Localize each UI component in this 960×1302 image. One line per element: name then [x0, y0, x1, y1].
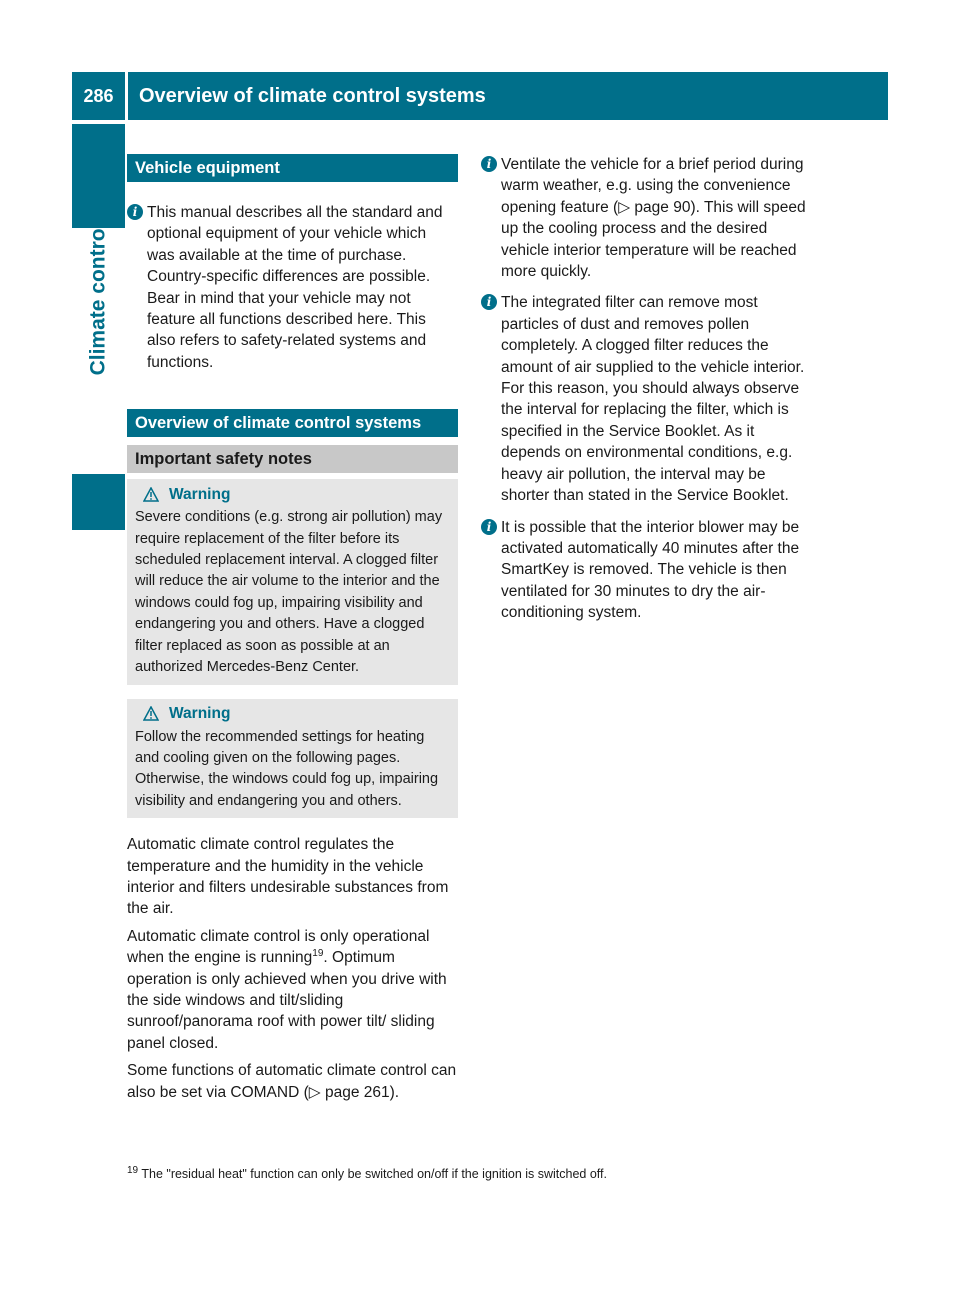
warning-text: Severe conditions (e.g. strong air pollution) may require replacement of the filter before its scheduled replacement interval. A clogged filter will reduce the air volume to the interior and the windows could fog up, impairing visibility and endangering you and others. Have a clogged filter replaced as soon as possible at an authorized Mercedes-Benz Center. [135, 509, 443, 676]
left-column [127, 154, 458, 1109]
warning-title [135, 485, 450, 503]
warning-text: Follow the recommended settings for heating and cooling given on the following pages. Otherwise, the windows could fog up, impairing visibility and endangering you and others. [135, 728, 439, 809]
page-title: Overview of climate control systems [128, 72, 888, 120]
warning-title [135, 705, 450, 723]
sidebar-marker [72, 474, 125, 530]
body-text: . Optimum operation is only achieved when you drive with the side windows and tilt/sliding sunroof/panorama roof with power tilt/ sliding panel closed. [127, 949, 447, 1052]
info-icon: i [127, 204, 143, 220]
info-icon: i [481, 294, 497, 310]
warning-title-text: Warning [169, 704, 231, 722]
body-text: Automatic climate control is only operational when the engine is running [127, 927, 430, 967]
sidebar-chapter-label [72, 124, 125, 474]
body-paragraph [127, 926, 458, 1054]
info-note [127, 202, 458, 373]
footnote-number: 19 [127, 1164, 139, 1176]
page-number: 286 [72, 72, 125, 120]
info-text: It is possible that the interior blower may be activated automatically 40 minutes after the SmartKey is removed. The vehicle is then ventilated for 30 minutes to dry the air-conditioning system. [501, 518, 800, 622]
safety-notes-heading: Important safety notes [127, 445, 458, 473]
info-text: Ventilate the vehicle for a brief period during warm weather, e.g. using the convenience opening feature (▷ page 90). This will speed up the cooling process and the desired vehicle interior temperature will be reached more quickly. [501, 156, 806, 281]
body-paragraph: Automatic climate control regulates the temperature and the humidity in the vehicle interior and filters undesirable substances from the air. [127, 836, 449, 918]
info-note [481, 292, 812, 506]
warning-box [127, 699, 458, 819]
info-icon: i [481, 156, 497, 172]
vehicle-equipment-heading: Vehicle equipment [127, 154, 458, 182]
info-icon: i [481, 519, 497, 535]
footnote-text: The "residual heat" function can only be switched on/off if the ignition is switched off. [138, 1167, 608, 1181]
warning-box [127, 479, 458, 684]
body-paragraph: Some functions of automatic climate control can also be set via COMAND (▷ page 261). [127, 1062, 457, 1101]
right-column [481, 154, 812, 634]
info-note [481, 517, 812, 624]
warning-triangle-icon [143, 706, 159, 721]
warning-title-text: Warning [169, 485, 231, 503]
info-note [481, 154, 812, 282]
info-text: The integrated filter can remove most particles of dust and removes pollen completely. A clogged filter reduces the amount of air supplied to the vehicle interior. For this reason, you should always observe the interval for replacing the filter, which is specified in the Service Booklet. As it depends on environmental conditions, e.g. heavy air pollution, the interval may be shorter than stated in the Service Booklet. [501, 294, 805, 505]
footnote-ref: 19 [312, 948, 324, 959]
warning-triangle-icon [143, 487, 159, 502]
footnote [127, 1165, 827, 1183]
overview-heading: Overview of climate control systems [127, 409, 458, 437]
vehicle-equipment-text: This manual describes all the standard and optional equipment of your vehicle which was available at the time of purchase. Country-specific differences are possible. Bear in mind that your vehicle may not feature all functions described here. This also refers to safety-related systems and functions. [147, 204, 443, 371]
sidebar-chapter-text: Climate control [86, 222, 110, 376]
